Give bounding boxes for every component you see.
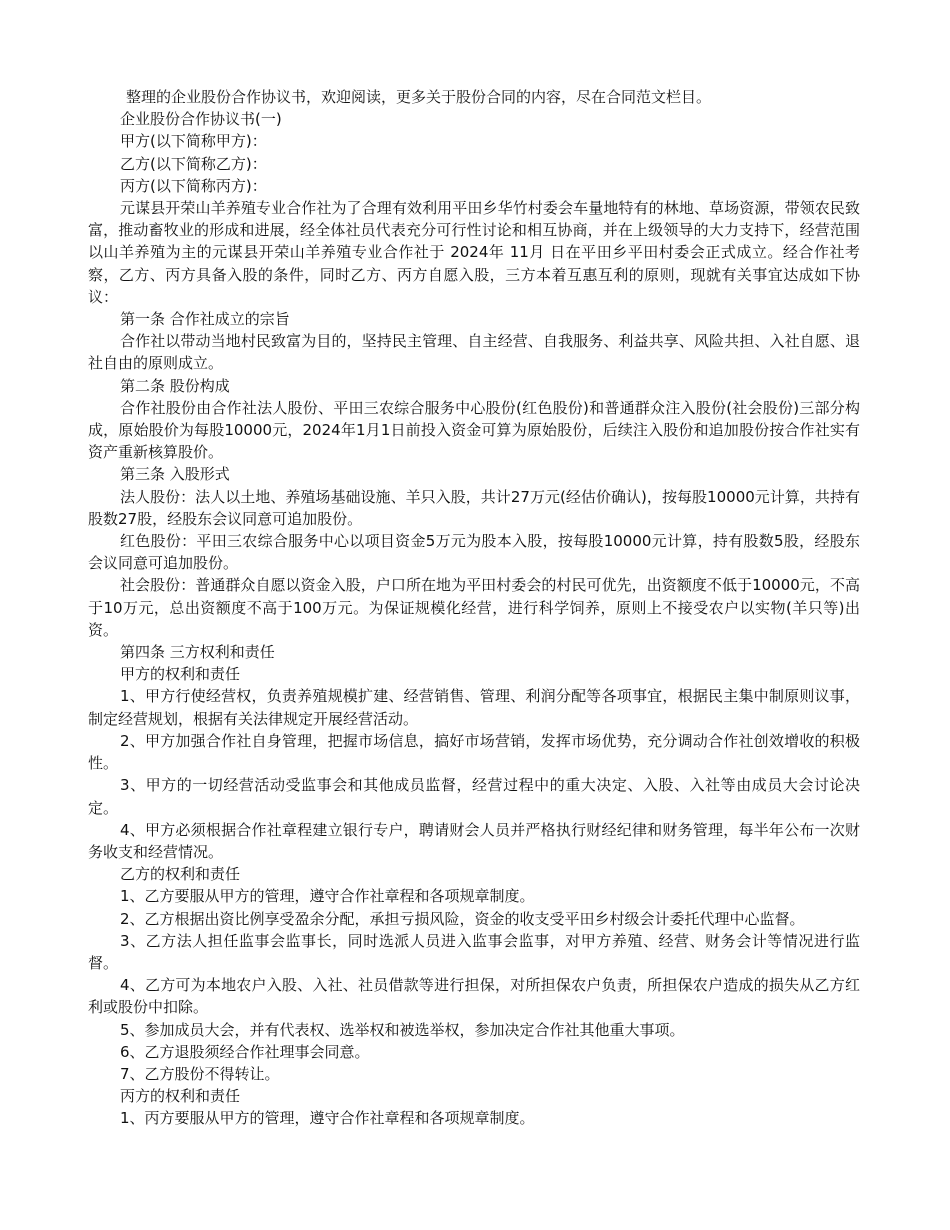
party-b-item-5: 5、参加成员大会，并有代表权、选举权和被选举权，参加决定合作社其他重大事项。 xyxy=(120,1020,685,1039)
party-a-item-2: 2、甲方加强合作社自身管理，把握市场信息，搞好市场营销，发挥市场优势，充分调动合作社创效增收的积极性。 xyxy=(88,731,860,773)
preamble-paragraph: 元谋县开荣山羊养殖专业合作社为了合理有效利用平田乡华竹村委会车量地特有的林地、草场资源，带领农民致富，推动畜牧业的形成和进展，经全体社员代表充分可行性讨论和相互协商，并在上级领导的大力支持下，经营范围以山羊养殖为主的元谋县开荣山羊养殖专业合作社于 2024年 11月 日在平田乡平田村委会正式成立。经合作社考察，乙方、丙方具备入股的条件，同时乙方、丙方自愿入股，三方本着互惠互利的原则，现就有关事宜达成如下协议： xyxy=(88,199,860,306)
party-b-item-4: 4、乙方可为本地农户入股、入社、社员借款等进行担保，对所担保农户负责，所担保农户造成的损失从乙方红利或股份中扣除。 xyxy=(88,976,860,1017)
party-a-item-1: 1、甲方行使经营权，负责养殖规模扩建、经营销售、管理、利润分配等各项事宜，根据民主集中制原则议事，制定经营规划，根据有关法律规定开展经营活动。 xyxy=(88,687,860,728)
party-b-item-6: 6、乙方退股须经合作社理事会同意。 xyxy=(120,1042,370,1061)
red-shares: 红色股份：平田三农综合服务中心以项目资金5万元为股本入股，按每股10000元计算，持有股数5股，经股东会议同意可追加股份。 xyxy=(88,532,860,573)
intro-paragraph: 整理的企业股份合作协议书，欢迎阅读，更多关于股份合同的内容，尽在合同范文栏目。 xyxy=(126,88,712,106)
article-2-body: 合作社股份由合作社法人股份、平田三农综合服务中心股份(红色股份)和普通群众注入股份(社会股份)三部分构成，原始股价为每股10000元，2024年1月1日前投入资金可算为原始股份，后续注入股份和追加股份按合作社实有资产重新核算股价。 xyxy=(88,398,860,462)
article-2-heading: 第二条 股份构成 xyxy=(120,376,230,395)
article-1-heading: 第一条 合作社成立的宗旨 xyxy=(120,310,290,329)
legal-person-shares: 法人股份：法人以土地、养殖场基础设施、羊只入股，共计27万元(经估价确认)，按每股10000元计算，共持有股数27股，经股东会议同意可追加股份。 xyxy=(88,487,860,528)
party-a-item-3: 3、甲方的一切经营活动受监事会和其他成员监督，经营过程中的重大决定、入股、入社等由成员大会讨论决定。 xyxy=(88,776,860,817)
document-title: 企业股份合作协议书(一) xyxy=(120,110,282,129)
party-a-line: 甲方(以下简称甲方)： xyxy=(120,132,267,151)
party-a-item-4: 4、甲方必须根据合作社章程建立银行专户，聘请财会人员并严格执行财经纪律和财务管理，每半年公布一次财务收支和经营情况。 xyxy=(88,820,860,861)
party-b-line: 乙方(以下简称乙方)： xyxy=(120,154,267,173)
party-b-item-7: 7、乙方股份不得转让。 xyxy=(120,1064,280,1083)
social-shares: 社会股份：普通群众自愿以资金入股，户口所在地为平田村委会的村民可优先，出资额度不低于10000元，不高于10万元，总出资额度不高于100万元。为保证规模化经营，进行科学饲养，原则上不接受农户以实物(羊只等)出资。 xyxy=(88,576,860,639)
article-4-heading: 第四条 三方权利和责任 xyxy=(120,643,275,662)
article-1-body: 合作社以带动当地村民致富为目的，坚持民主管理、自主经营、自我服务、利益共享、风险共担、入社自愿、退社自由的原则成立。 xyxy=(88,332,860,373)
article-3-heading: 第三条 入股形式 xyxy=(120,465,230,484)
document-body xyxy=(88,86,860,1130)
party-c-rights-heading: 丙方的权利和责任 xyxy=(120,1087,241,1106)
party-b-rights-heading: 乙方的权利和责任 xyxy=(120,865,241,884)
party-a-rights-heading: 甲方的权利和责任 xyxy=(120,665,241,684)
party-c-line: 丙方(以下简称丙方)： xyxy=(120,176,267,195)
party-b-item-3: 3、乙方法人担任监事会监事长，同时选派人员进入监事会监事，对甲方养殖、经营、财务会计等情况进行监督。 xyxy=(88,931,860,972)
party-b-item-1: 1、乙方要服从甲方的管理，遵守合作社章程和各项规章制度。 xyxy=(120,887,535,906)
party-c-item-1: 1、丙方要服从甲方的管理，遵守合作社章程和各项规章制度。 xyxy=(120,1109,535,1128)
party-b-item-2: 2、乙方根据出资比例享受盈余分配，承担亏损风险，资金的收支受平田乡村级会计委托代理中心监督。 xyxy=(120,909,805,928)
